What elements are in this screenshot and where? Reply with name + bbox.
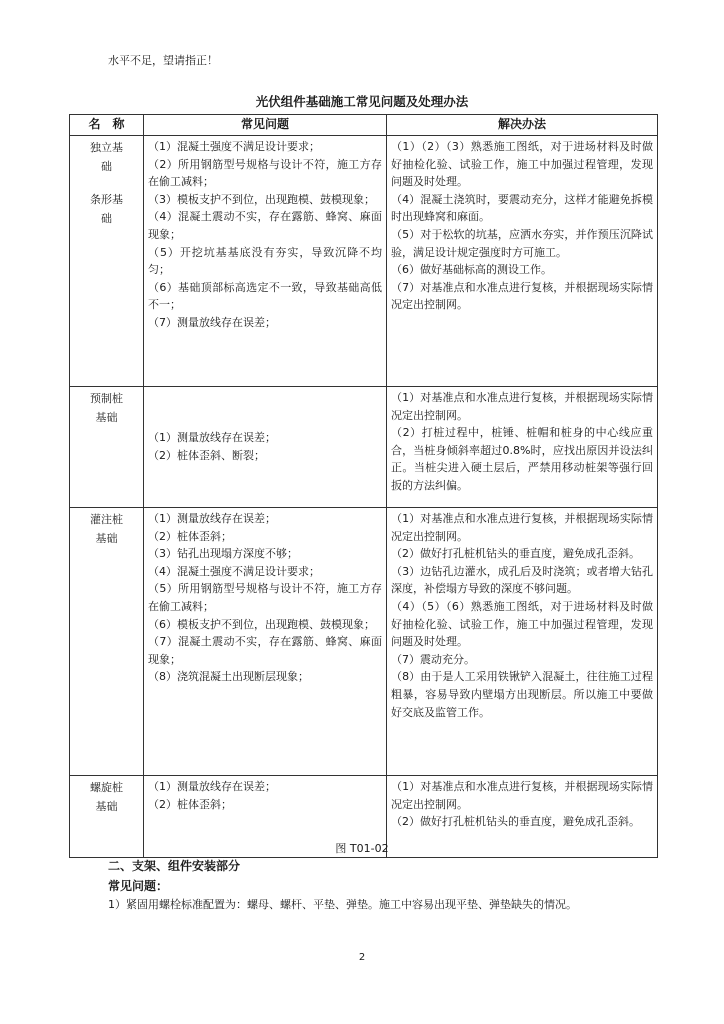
issues-cell [144, 387, 387, 508]
foundation-name-line: 预制桩 [90, 392, 123, 405]
body-paragraph: 1）紧固用螺栓标准配置为：螺母、螺杆、平垫、弹垫。施工中容易出现平垫、弹垫缺失的情况。 [108, 898, 577, 911]
solution-item: （5）对于松软的坑基，应洒水夯实，并作预压沉降试验，满足设计规定强度时方可施工。 [391, 227, 653, 259]
solution-item: （1）对基准点和水准点进行复核，并根据现场实际情况定出控制网。 [391, 512, 653, 543]
foundation-name-line: 基础 [95, 800, 118, 813]
issue-item: （2）桩体歪斜； [148, 797, 232, 811]
solutions-cell [387, 508, 658, 776]
foundation-name-line: 础 [101, 212, 112, 225]
table-row [70, 136, 658, 387]
solution-item: （2）做好打孔桩机钻头的垂直度，避免成孔歪斜。 [391, 815, 640, 829]
foundation-name-cell [70, 387, 144, 508]
solution-item: （1）（2）（3）熟悉施工图纸，对于进场材料及时做好抽检化验、试验工作，施工中加强过程管理，发现问题及时处理。 [391, 140, 653, 189]
foundation-name-line: 螺旋桩 [90, 781, 123, 794]
header-issues: 常见问题 [144, 115, 387, 136]
solution-item: （7）震动充分。 [391, 652, 475, 666]
issue-item: （1）测量放线存在误差； [148, 780, 276, 793]
foundation-name-line: 基础 [95, 532, 118, 545]
issue-item: （4）混凝土强度不满足设计要求； [148, 564, 320, 578]
foundation-name-line: 灌注桩 [90, 513, 123, 526]
solution-item: （7）对基准点和水准点进行复核，并根据现场实际情况定出控制网。 [391, 280, 653, 312]
issue-item: （5）所用钢筋型号规格与设计不符，施工方存在偷工减料； [148, 582, 382, 613]
foundation-name-line: 独立基 [90, 141, 123, 154]
issue-item: （8）浇筑混凝土出现断层现象； [148, 670, 309, 684]
solution-item: （4）（5）（6）熟悉施工图纸，对于进场材料及时做好抽检化验、试验工作，施工中加强过程管理，发现问题及时处理。 [391, 599, 653, 649]
issue-item: （2）桩体歪斜、断裂； [148, 449, 265, 462]
issue-item: （4）混凝土震动不实，存在露筋、蜂窝、麻面现象； [148, 210, 382, 241]
table-row [70, 387, 658, 508]
foundation-name-cell [70, 136, 144, 387]
issue-item: （2）桩体歪斜； [148, 529, 232, 543]
issue-item: （6）基础顶部标高选定不一致，导致基础高低不一； [148, 280, 382, 312]
header-solutions: 解决办法 [387, 115, 658, 136]
solution-item: （8）由于是人工采用铁锹铲入混凝土，往往施工过程粗暴，容易导致内壁塌方出现断层。所以施工中要做好交底及监管工作。 [391, 670, 653, 719]
issue-item: （7）混凝土震动不实，存在露筋、蜂窝、麻面现象； [148, 635, 382, 666]
solutions-cell [387, 136, 658, 387]
foundation-name-line: 条形基 [90, 193, 123, 206]
header-note: 水平不足，望请指正！ [108, 54, 218, 67]
page-number: 2 [358, 952, 366, 963]
issue-item: （2）所用钢筋型号规格与设计不符，施工方存在偷工减料； [148, 157, 382, 189]
issue-item: （3）模板支护不到位，出现跑模、鼓模现象； [148, 192, 375, 206]
foundation-name-line: 础 [101, 160, 112, 173]
issue-item: （1）混凝土强度不满足设计要求； [148, 140, 320, 153]
issues-cell [144, 136, 387, 387]
issue-item: （6）模板支护不到位，出现跑模、鼓模现象； [148, 617, 375, 631]
solution-item: （2）做好打孔桩机钻头的垂直度，避免成孔歪斜。 [391, 547, 640, 561]
problems-solutions-table [69, 114, 658, 858]
issue-item: （1）测量放线存在误差； [148, 431, 276, 445]
issue-item: （3）钻孔出现塌方深度不够； [148, 547, 298, 561]
foundation-name-line: 基础 [95, 411, 118, 424]
solution-item: （6）做好基础标高的测设工作。 [391, 263, 552, 277]
table-row [70, 508, 658, 776]
solution-item: （4）混凝土浇筑时，要震动充分，这样才能避免拆模时出现蜂窝和麻面。 [391, 192, 653, 224]
solutions-cell [387, 387, 658, 508]
figure-caption: 图 T01-02 [335, 842, 389, 855]
solution-item: （3）边钻孔边灌水，成孔后及时浇筑；或者增大钻孔深度，补偿塌方导致的深度不够问题。 [391, 564, 653, 596]
section-title: 二、支架、组件安装部分 [108, 859, 241, 873]
issue-item: （5）开挖坑基基底没有夯实，导致沉降不均匀； [148, 245, 382, 277]
subsection-title: 常见问题： [108, 879, 169, 893]
solution-item: （1）对基准点和水准点进行复核，并根据现场实际情况定出控制网。 [391, 780, 653, 811]
solution-item: （2）打桩过程中，桩锤、桩帽和桩身的中心线应重合，当桩身倾斜率超过0.8%时，应找出原因并设法纠正。当桩尖进入硬土层后，严禁用移动桩架等强行回扳的方法纠偏。 [391, 426, 653, 492]
issue-item: （7）测量放线存在误差； [148, 315, 276, 329]
header-name: 名 称 [70, 115, 144, 136]
table-header-row [70, 115, 658, 136]
issues-cell [144, 508, 387, 776]
solution-item: （1）对基准点和水准点进行复核，并根据现场实际情况定出控制网。 [391, 391, 653, 422]
issue-item: （1）测量放线存在误差； [148, 512, 276, 525]
document-title: 光伏组件基础施工常见问题及处理办法 [255, 94, 469, 109]
foundation-name-cell [70, 508, 144, 776]
